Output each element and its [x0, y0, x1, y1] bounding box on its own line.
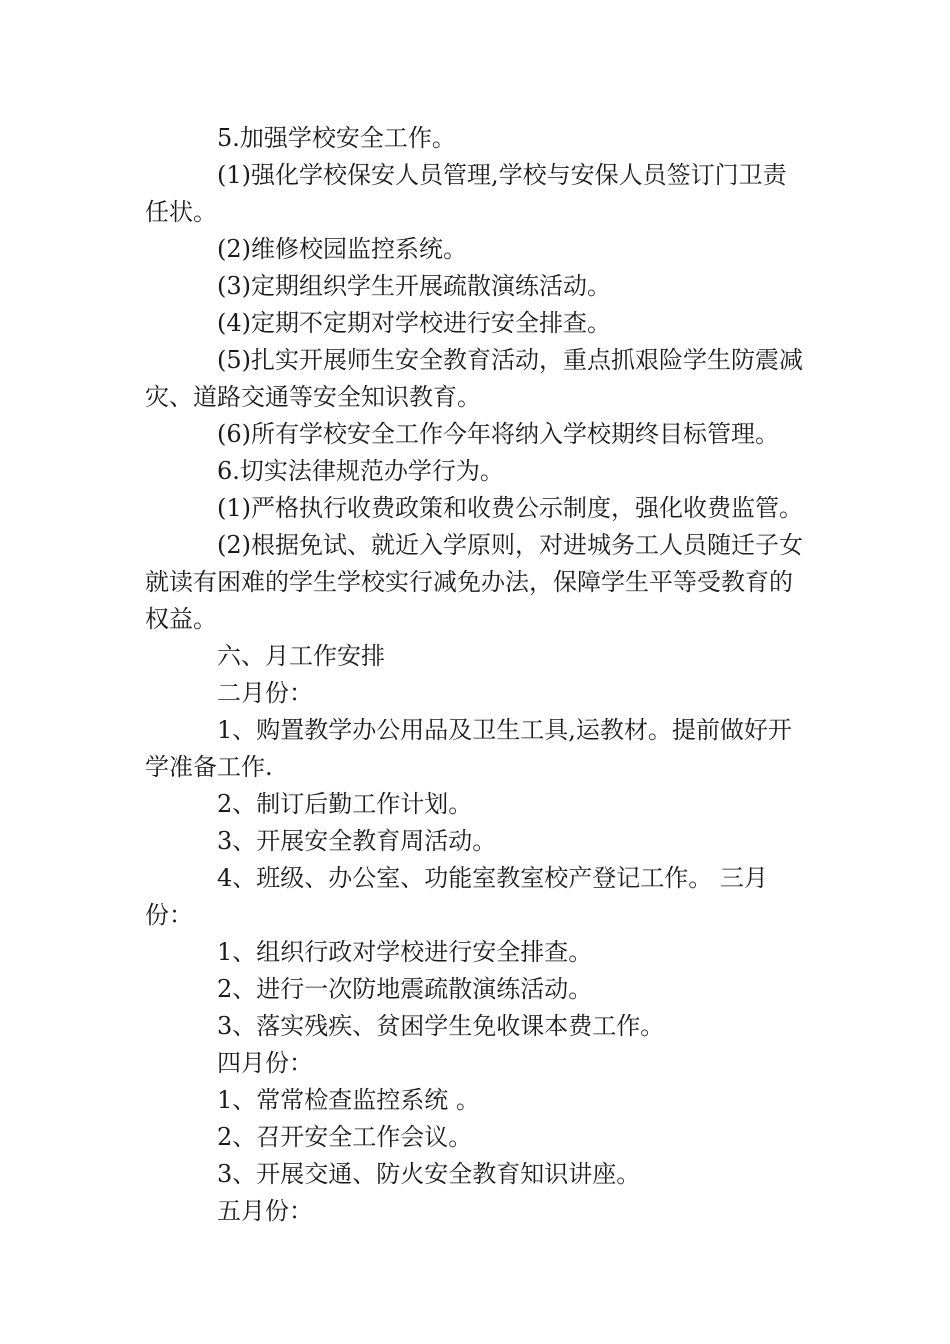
list-item: (6)所有学校安全工作今年将纳入学校期终目标管理。 [217, 420, 779, 448]
section-heading: 六、月工作安排 [217, 642, 385, 670]
list-item: 2、进行一次防地震疏散演练活动。 [217, 975, 593, 1003]
list-item: (3)定期组织学生开展疏散演练活动。 [217, 272, 611, 300]
list-item: (1)强化学校保安人员管理,学校与安保人员签订门卫责任状。 [145, 161, 787, 226]
month-heading: 五月份： [217, 1197, 313, 1225]
list-item: (2)根据免试、就近入学原则，对进城务工人员随迁子女就读有困难的学生学校实行减免办法，保障学生平等受教育的权益。 [145, 531, 803, 633]
section-heading: 5.加强学校安全工作。 [217, 124, 456, 152]
month-heading: 四月份： [217, 1049, 313, 1077]
list-item: (4)定期不定期对学校进行安全排查。 [217, 309, 611, 337]
month-heading: 二月份： [217, 679, 313, 707]
list-item: 2、召开安全工作会议。 [217, 1123, 473, 1151]
list-item: 1、组织行政对学校进行安全排查。 [217, 938, 593, 966]
list-item: 2、制订后勤工作计划。 [217, 790, 473, 818]
document-body [145, 120, 810, 1230]
list-item: (1)严格执行收费政策和收费公示制度，强化收费监管。 [217, 494, 803, 522]
list-item: 3、开展交通、防火安全教育知识讲座。 [217, 1160, 641, 1188]
list-item: 3、落实残疾、贫困学生免收课本费工作。 [217, 1012, 665, 1040]
list-item: 1、购置教学办公用品及卫生工具,运教材。提前做好开学准备工作. [145, 716, 792, 781]
list-item: 4、班级、办公室、功能室教室校产登记工作。 三月份： [145, 864, 768, 929]
list-item: (5)扎实开展师生安全教育活动，重点抓艰险学生防震减灾、道路交通等安全知识教育。 [145, 346, 803, 411]
list-item: 3、开展安全教育周活动。 [217, 827, 497, 855]
section-heading: 6.切实法律规范办学行为。 [217, 457, 504, 485]
list-item: (2)维修校园监控系统。 [217, 235, 467, 263]
list-item: 1、常常检查监控系统 。 [217, 1086, 480, 1114]
